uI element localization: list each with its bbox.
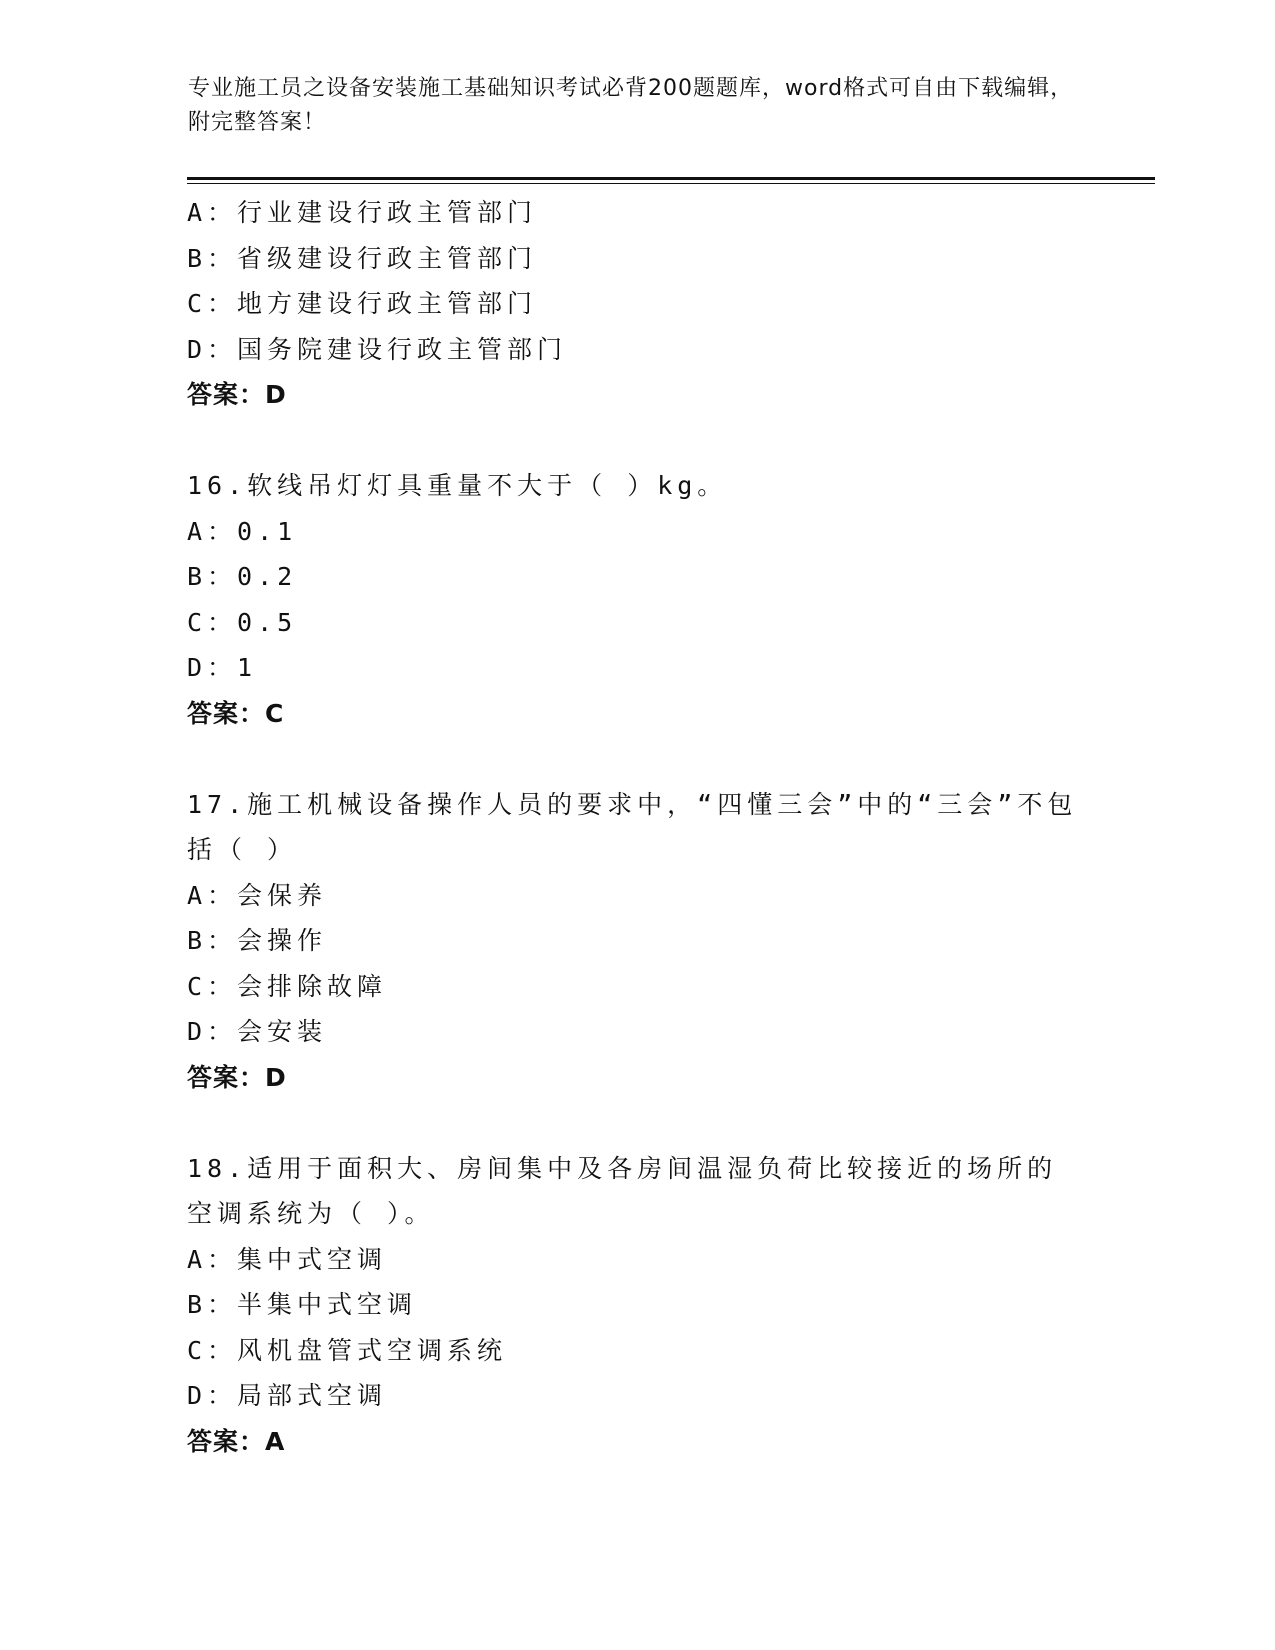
question-block — [187, 1146, 1087, 1465]
header-divider-thick — [187, 177, 1155, 180]
option-a: A：0.1 — [187, 516, 298, 546]
header-divider-thin — [187, 183, 1155, 184]
option-b: B：半集中式空调 — [187, 1290, 418, 1319]
question-text: 16.软线吊灯灯具重量不大于（ ）kg。 — [187, 471, 728, 500]
question-text: 18.适用于面积大、房间集中及各房间温湿负荷比较接近的场所的空调系统为（ ）。 — [187, 1153, 1058, 1228]
option-d: D：局部式空调 — [187, 1381, 388, 1410]
block-spacer — [187, 418, 1087, 464]
option-c: C：会排除故障 — [187, 971, 388, 1001]
answer-line: 答案：D — [187, 1062, 287, 1092]
option-a: A：行业建设行政主管部门 — [187, 198, 538, 227]
question-list — [187, 190, 1087, 1464]
option-d: D：会安装 — [187, 1017, 328, 1046]
option-d: D：1 — [187, 653, 258, 682]
answer-line: 答案：D — [187, 380, 287, 409]
document-header: 专业施工员之设备安装施工基础知识考试必背200题题库，word格式可自由下载编辑，附完整答案！ — [188, 76, 1074, 135]
question-block — [187, 782, 1087, 1101]
answer-line: 答案：C — [187, 698, 285, 728]
question-block — [187, 463, 1087, 736]
question-block — [187, 190, 1087, 418]
option-a: A：集中式空调 — [187, 1244, 388, 1274]
option-b: B：0.2 — [187, 562, 298, 591]
option-b: B：会操作 — [187, 926, 328, 955]
block-spacer — [187, 736, 1087, 782]
option-c: C：风机盘管式空调系统 — [187, 1335, 508, 1365]
option-c: C：地方建设行政主管部门 — [187, 289, 538, 318]
option-a: A：会保养 — [187, 880, 328, 910]
answer-line: 答案：A — [187, 1426, 286, 1456]
option-d: D：国务院建设行政主管部门 — [187, 334, 568, 364]
question-text: 17.施工机械设备操作人员的要求中，“四懂三会”中的“三会”不包括（ ） — [187, 789, 1078, 864]
option-b: B：省级建设行政主管部门 — [187, 243, 538, 273]
block-spacer — [187, 1100, 1087, 1146]
option-c: C：0.5 — [187, 607, 298, 637]
